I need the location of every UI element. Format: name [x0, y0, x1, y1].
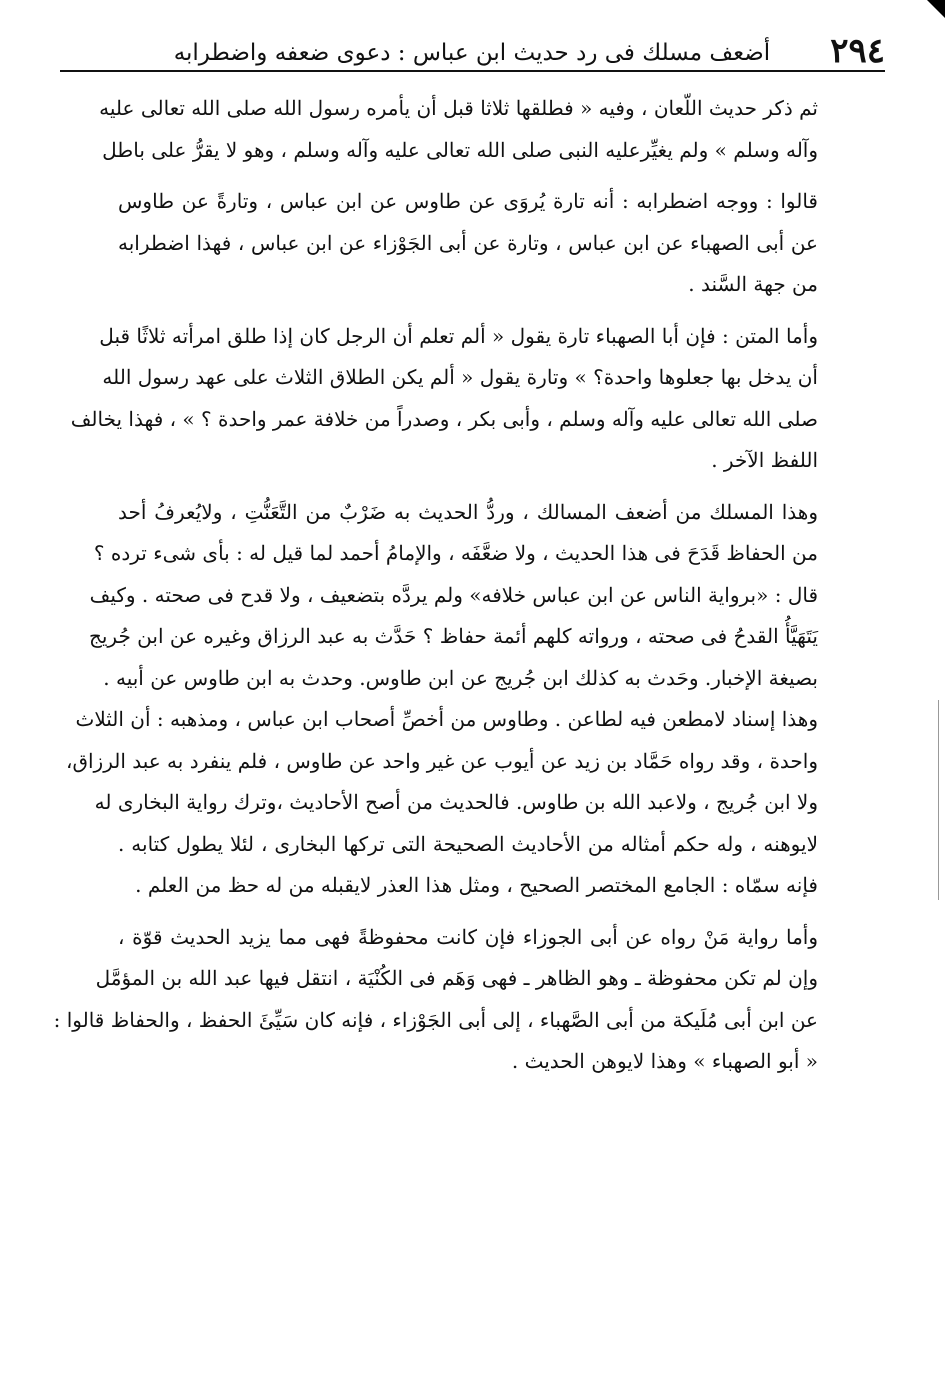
text-line: وأما رواية مَنْ رواه عن أبى الجوزاء فإن كانت محفوظةً فهى مما يزيد الحديث قوّة ،: [118, 924, 818, 949]
text-line: اللفظ الآخر .: [711, 448, 818, 472]
text-line: عن أبى الصهباء عن ابن عباس ، وتارة عن أبى الجَوْزاء عن ابن عباس ، فهذا اضطرابه: [118, 230, 818, 255]
page-number: ٢٩٤: [830, 31, 885, 71]
text-line: فإنه سمّاه : الجامع المختصر الصحيح ، ومثل هذا العذر لايقبله من له حظ من العلم .: [135, 873, 818, 897]
paragraph: [53, 917, 818, 1083]
paragraph: [118, 181, 818, 306]
paragraph: [99, 88, 818, 171]
text-line: ولا ابن جُريج ، ولاعبد الله بن طاوس. فالحديث من أصح الأحاديث ،وترك رواية البخارى له: [94, 790, 818, 814]
text-line: قال : «برواية الناس عن ابن عباس خلافه» ولم يردَّه بتضعيف ، ولا قدح فى صحته . وكيف: [89, 582, 818, 607]
paragraph: [66, 492, 818, 907]
text-line: وآله وسلم » ولم يغيِّرعليه النبى صلى الله تعالى عليه وآله وسلم ، وهو لا يقرُّ على باطل: [102, 137, 818, 162]
page-edge-line: [938, 700, 939, 900]
page-header: [60, 18, 885, 71]
text-line: وأما المتن : فإن أبا الصهباء تارة يقول « ألم تعلم أن الرجل كان إذا طلق امرأته ثلاثًا قبل: [99, 323, 818, 348]
text-line: من الحفاظ قَدَحَ فى هذا الحديث ، ولا ضعَّفَه ، والإمامُ أحمد لما قيل له : بأى شىء ترده ؟: [93, 541, 818, 565]
text-line: واحدة ، وقد رواه حَمَّاد بن زيد عن أيوب عن غير واحد عن طاوس ، فلم ينفرد به عبد الرزاق،: [66, 748, 818, 773]
text-line: عن ابن أبى مُلَيكة من أبى الصَّهباء ، إلى أبى الجَوْزاء ، فإنه كان سَيِّئَ الحفظ ، والحفاظ قالوا :: [53, 1007, 818, 1032]
text-line: « أبو الصهباء » وهذا لايوهن الحديث .: [511, 1049, 818, 1073]
text-line: يَتَهَيَّأُ القدحُ فى صحته ، ورواته كلهم أئمة حفاظ ؟ حَدَّث به عبد الرزاق وغيره عن ابن جُريج: [88, 624, 818, 648]
text-line: لايوهنه ، وله حكم أمثاله من الأحاديث الصحيحة التى تركها البخارى ، لئلا يطول كتابه .: [118, 831, 818, 856]
paragraph: [70, 316, 818, 482]
body-text: [53, 88, 818, 1093]
text-line: وهذا إسناد لامطعن فيه لطاعن . وطاوس من أخصِّ أصحاب ابن عباس ، ومذهبه : أن الثلاث: [75, 707, 818, 731]
header-rule: [60, 70, 885, 72]
text-line: صلى الله تعالى عليه وآله وسلم ، وأبى بكر ، وصدراً من خلافة عمر واحدة ؟ » ، فهذا يخالف: [70, 406, 818, 431]
text-line: بصيغة الإخبار. وحَدث به كذلك ابن جُريج عن ابن طاوس. وحدث به ابن طاوس عن أبيه .: [103, 665, 818, 690]
running-title: أضعف مسلك فى رد حديث ابن عباس : دعوى ضعفه واضطرابه: [173, 40, 771, 67]
text-line: وهذا المسلك من أضعف المسالك ، وردُّ الحديث به ضَرْبٌ من التَّعَنُّتِ ، ولايُعرفُ أحد: [118, 499, 818, 524]
text-line: وإن لم تكن محفوظة ـ وهو الظاهر ـ فهى وَهَم فى الكُنْيَة ، انتقل فيها عبد الله بن المؤمَّل: [95, 966, 818, 990]
text-line: أن يدخل بها جعلوها واحدة؟ » وتارة يقول « ألم يكن الطلاق الثلاث على عهد رسول الله: [102, 365, 818, 389]
text-line: من جهة السَّند .: [688, 272, 818, 296]
text-line: ثم ذكر حديث اللّعان ، وفيه « فطلقها ثلاثا قبل أن يأمره رسول الله صلى الله تعالى عليه: [99, 96, 818, 120]
page-corner-mark: [927, 0, 945, 18]
text-line: قالوا : ووجه اضطرابه : أنه تارة يُروَى عن طاوس عن ابن عباس ، وتارةً عن طاوس: [118, 189, 818, 213]
